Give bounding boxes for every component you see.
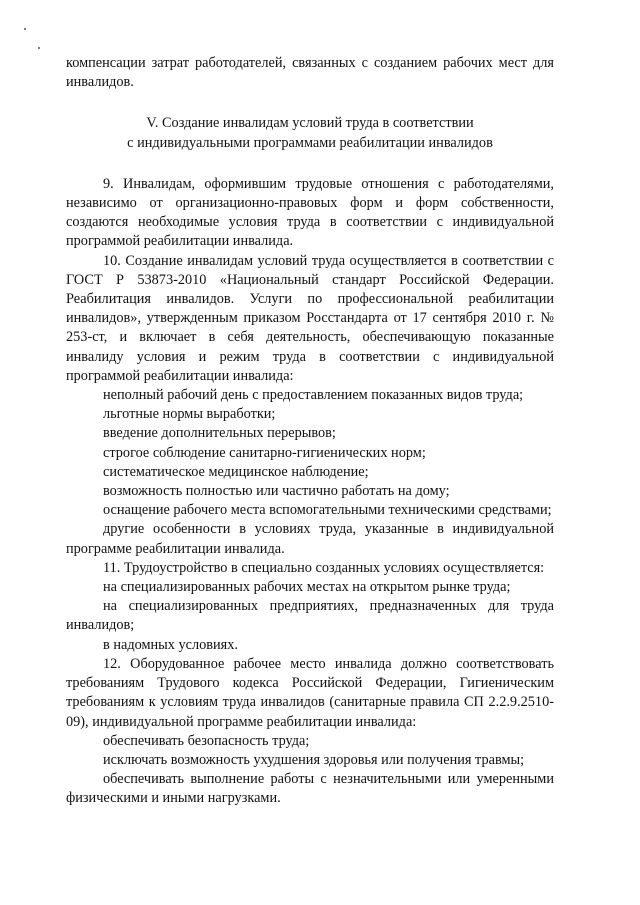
section-title-line-2: с индивидуальными программами реабилитации инвалидов xyxy=(127,134,493,151)
list-item: оснащение рабочего места вспомогательными техническими средствами; xyxy=(103,502,552,519)
list-item: возможность полностью или частично работать на дому; xyxy=(103,483,450,500)
list-item: введение дополнительных перерывов; xyxy=(103,425,336,442)
paragraph-11: 11. Трудоустройство в специально созданных условиях осуществляется: xyxy=(103,559,545,576)
continuation-text: компенсации затрат работодателей, связанных с созданием рабочих мест для инвалидов. xyxy=(66,55,554,91)
list-item: систематическое медицинское наблюдение; xyxy=(103,463,369,480)
list-item: на специализированных рабочих местах на открытом рынке труда; xyxy=(103,579,511,596)
list-item: обеспечивать выполнение работы с незначительными или умеренными физическими и иными нагрузками. xyxy=(66,771,554,807)
list-item: на специализированных предприятиях, предназначенных для труда инвалидов; xyxy=(66,598,554,634)
list-item: обеспечивать безопасность труда; xyxy=(103,732,310,749)
document-body xyxy=(66,54,554,809)
list-item: неполный рабочий день с предоставлением показанных видов труда; xyxy=(103,387,524,404)
list-item: в надомных условиях. xyxy=(103,636,238,653)
list-item: льготные нормы выработки; xyxy=(103,406,276,423)
scan-speck xyxy=(24,28,26,30)
section-title-line-1: V. Создание инвалидам условий труда в соответствии xyxy=(146,115,474,132)
list-item: строгое соблюдение санитарно-гигиенических норм; xyxy=(103,444,426,461)
paragraph-12: 12. Оборудованное рабочее место инвалида должно соответствовать требованиям Трудового кодекса Российской Федерации, Гигиеническим требованиям к условиям труда инвалидов (санитарные правила СП 2.2.9.2510-09), индивидуальной программе реабилитации инвалида: xyxy=(66,655,554,730)
list-item: другие особенности в условиях труда, указанные в индивидуальной программе реабилитации инвалида. xyxy=(66,521,554,557)
paragraph-10: 10. Создание инвалидам условий труда осуществляется в соответствии с ГОСТ Р 53873-2010 «Национальный стандарт Российской Федерации. Реабилитация инвалидов. Услуги по профессиональной реабилитации инвалидов», утвержденным приказом Росстандарта от 17 сентября 2010 г. № 253-ст, и включает в себя деятельность, обеспечивающую показанные инвалиду условия и режим труда в соответствии с индивидуальной программой реабилитации инвалида: xyxy=(66,252,554,384)
paragraph-9: 9. Инвалидам, оформившим трудовые отношения с работодателями, независимо от организационно-правовых форм и форм собственности, создаются необходимые условия труда в соответствии с индивидуальной программой реабилитации инвалида. xyxy=(66,175,554,250)
list-item: исключать возможность ухудшения здоровья или получения травмы; xyxy=(103,751,525,768)
scan-speck xyxy=(38,47,40,49)
